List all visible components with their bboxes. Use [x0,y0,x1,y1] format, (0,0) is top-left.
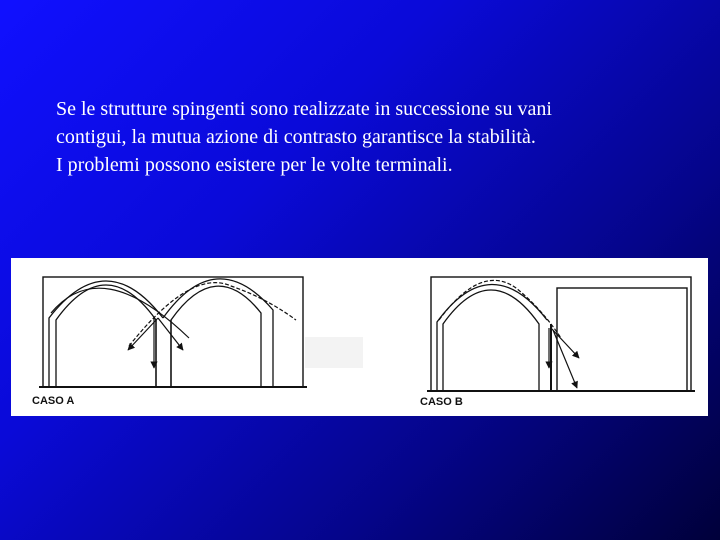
case-a-label: CASO A [32,395,75,407]
case-a-diagram [39,277,307,387]
arch-diagram-panel [11,258,708,416]
slide-text [56,95,696,179]
case-a-left-arch-inner [49,281,163,387]
case-b-arrow-diag [551,328,579,358]
case-b-arch-inner [437,284,547,391]
case-b-arch [443,290,539,391]
case-a-right-arch [171,286,261,387]
case-a-right-arch-inner [163,279,273,387]
text-line-3: I problemi possono esistere per le volte terminali. [56,154,453,176]
gray-patch [305,337,363,368]
case-b-end-wall [557,288,687,391]
text-line-1: Se le strutture spingenti sono realizzate in successione su vani [56,98,552,120]
case-b-label: CASO B [420,396,463,408]
text-line-2: contigui, la mutua azione di contrasto garantisce la stabilità. [56,126,536,148]
case-b-diagram [427,277,695,391]
case-b-thrust-line [439,280,561,338]
case-b-frame [431,277,691,391]
